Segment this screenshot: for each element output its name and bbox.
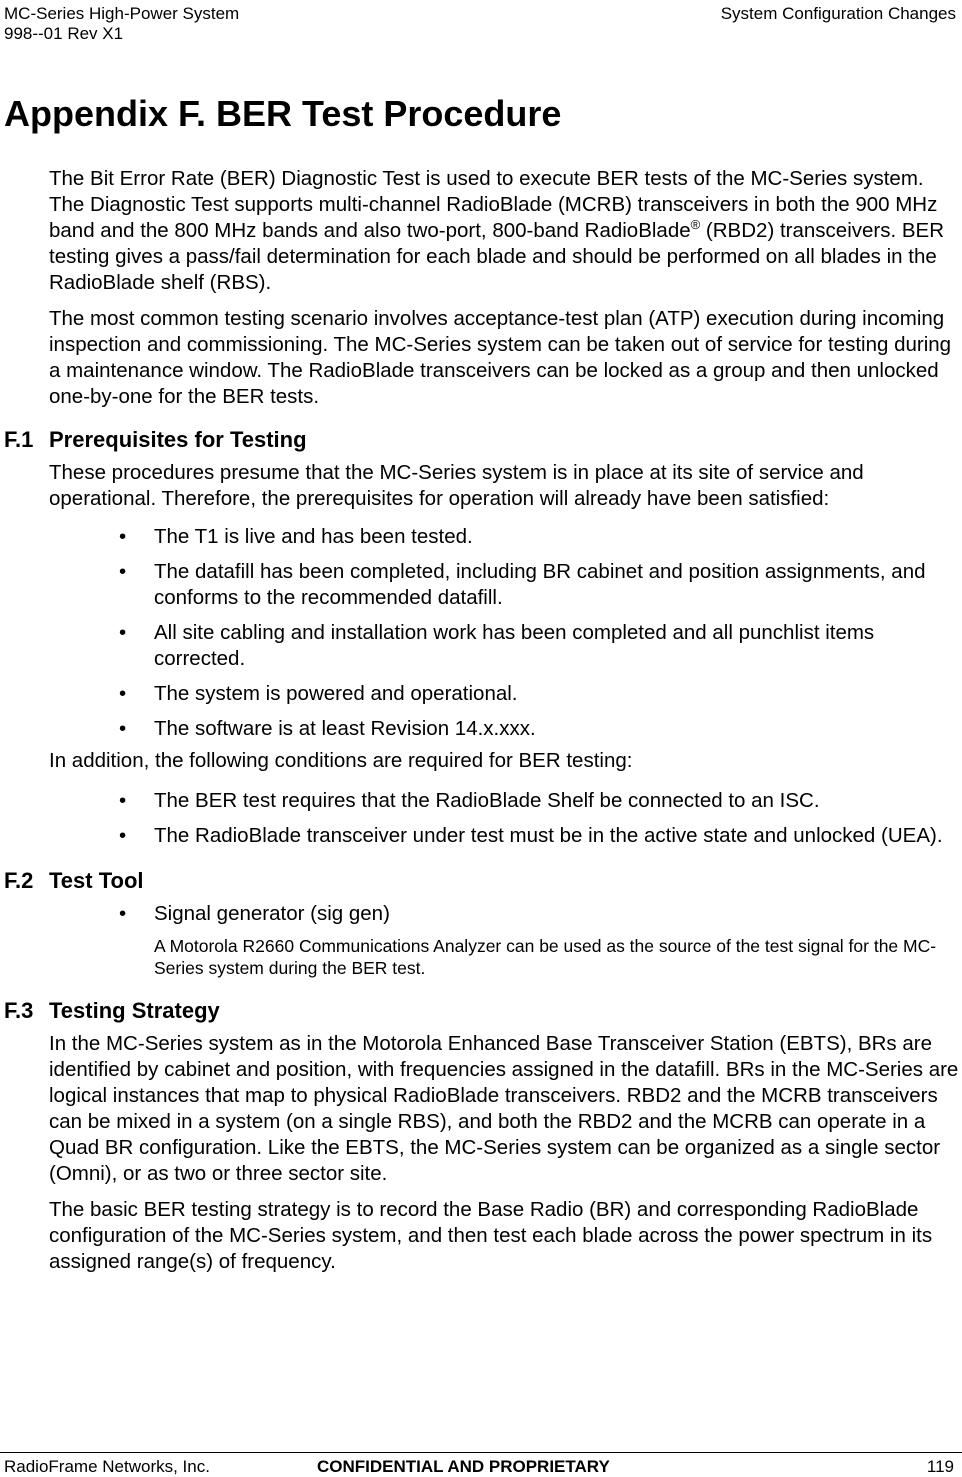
section-number-f1: F.1	[4, 427, 34, 452]
section-heading-f1	[4, 426, 960, 454]
page-footer	[0, 1452, 962, 1476]
header-product-name: MC-Series High-Power System	[4, 4, 240, 23]
test-tool-note: A Motorola R2660 Communications Analyzer can be used as the source of the test signal for the MC-Series system during the BER test.	[154, 936, 937, 978]
list-item	[49, 901, 960, 979]
page-title: Appendix F. BER Test Procedure	[4, 93, 562, 134]
test-tool-list	[49, 901, 960, 979]
section-title-f1: Prerequisites for Testing	[49, 427, 307, 452]
list-item: • The software is at least Revision 14.x.xxx.	[119, 717, 536, 740]
section-title-f3: Testing Strategy	[49, 998, 220, 1023]
intro-paragraph-1	[49, 166, 960, 296]
section-heading-f3	[4, 997, 960, 1025]
section-title-f2: Test Tool	[49, 868, 144, 893]
intro-p1-text-b: (RBD2) transceivers. BER testing gives a pass/fail determination for each blade and should be performed on all blades in the RadioBlade shelf (RBS).	[49, 219, 945, 294]
f3-paragraph-2: The basic BER testing strategy is to record the Base Radio (BR) and corresponding RadioBlade configuration of the MC-Series system, and then test each blade across the power spectrum in its assigned range(s) of frequency.	[49, 1198, 933, 1273]
f1-paragraph-2: In addition, the following conditions are required for BER testing:	[49, 749, 633, 772]
bullet-icon: •	[119, 717, 127, 740]
bullet-icon: •	[119, 621, 127, 644]
prerequisites-list	[49, 524, 960, 742]
bullet-icon: •	[119, 789, 127, 812]
bullet-icon: •	[119, 525, 127, 548]
intro-paragraph-2: The most common testing scenario involves acceptance-test plan (ATP) execution during incoming inspection and commissioning. The MC-Series system can be taken out of service for testing during a maintenance window. The RadioBlade transceivers can be locked as a group and then unlocked one-by-one for the BER tests.	[49, 307, 952, 408]
list-item: • The datafill has been completed, including BR cabinet and position assignments, and conforms to the recommended datafill.	[119, 560, 926, 609]
page-body	[4, 166, 960, 1285]
bullet-icon: •	[119, 824, 127, 847]
intro-p1-text-a: The Bit Error Rate (BER) Diagnostic Test is used to execute BER tests of the MC-Series system. The Diagnostic Test supports multi-channel RadioBlade (MCRB) transceivers in both the 900 MHz band and the 800 MHz bands and also two-port, 800-band RadioBlade	[49, 167, 938, 242]
list-item: • All site cabling and installation work has been completed and all punchlist items corrected.	[119, 621, 875, 670]
list-item: • The T1 is live and has been tested.	[119, 525, 473, 548]
list-item: • The BER test requires that the RadioBlade Shelf be connected to an ISC.	[119, 789, 820, 812]
bullet-icon: •	[119, 682, 127, 705]
section-heading-f2	[4, 867, 960, 895]
header-document-number: 998--01 Rev X1	[4, 24, 124, 43]
test-tool-name: Signal generator (sig gen)	[154, 902, 390, 925]
f3-paragraph-1: In the MC-Series system as in the Motorola Enhanced Base Transceiver Station (EBTS), BRs are identified by cabinet and position, with frequencies assigned in the datafill. BRs in the MC-Series are logical instances that map to physical RadioBlade transceivers. RBD2 and the MCRB transceivers can be mixed in a system (on a single RBS), and both the RBD2 and the MCRB can operate in a Quad BR configuration. Like the EBTS, the MC-Series system can be organized as a single sector (Omni), or as two or three sector site.	[49, 1032, 959, 1185]
page-number: 119	[926, 1457, 954, 1476]
section-number-f2: F.2	[4, 868, 34, 893]
f1-paragraph-1: These procedures presume that the MC-Series system is in place at its site of service and operational. Therefore, the prerequisites for operation will already have been satisfied:	[49, 461, 864, 510]
section-number-f3: F.3	[4, 998, 34, 1023]
ber-conditions-list	[49, 788, 960, 849]
list-item: • The RadioBlade transceiver under test must be in the active state and unlocked (UEA).	[119, 824, 943, 847]
footer-confidentiality: CONFIDENTIAL AND PROPRIETARY	[317, 1457, 610, 1476]
bullet-icon: •	[119, 560, 127, 583]
registered-mark: ®	[690, 217, 701, 233]
bullet-icon: •	[119, 902, 127, 925]
footer-company: RadioFrame Networks, Inc.	[4, 1457, 210, 1476]
list-item: • The system is powered and operational.	[119, 682, 518, 705]
page-header-left	[4, 4, 239, 44]
header-chapter-title: System Configuration Changes	[720, 4, 956, 23]
